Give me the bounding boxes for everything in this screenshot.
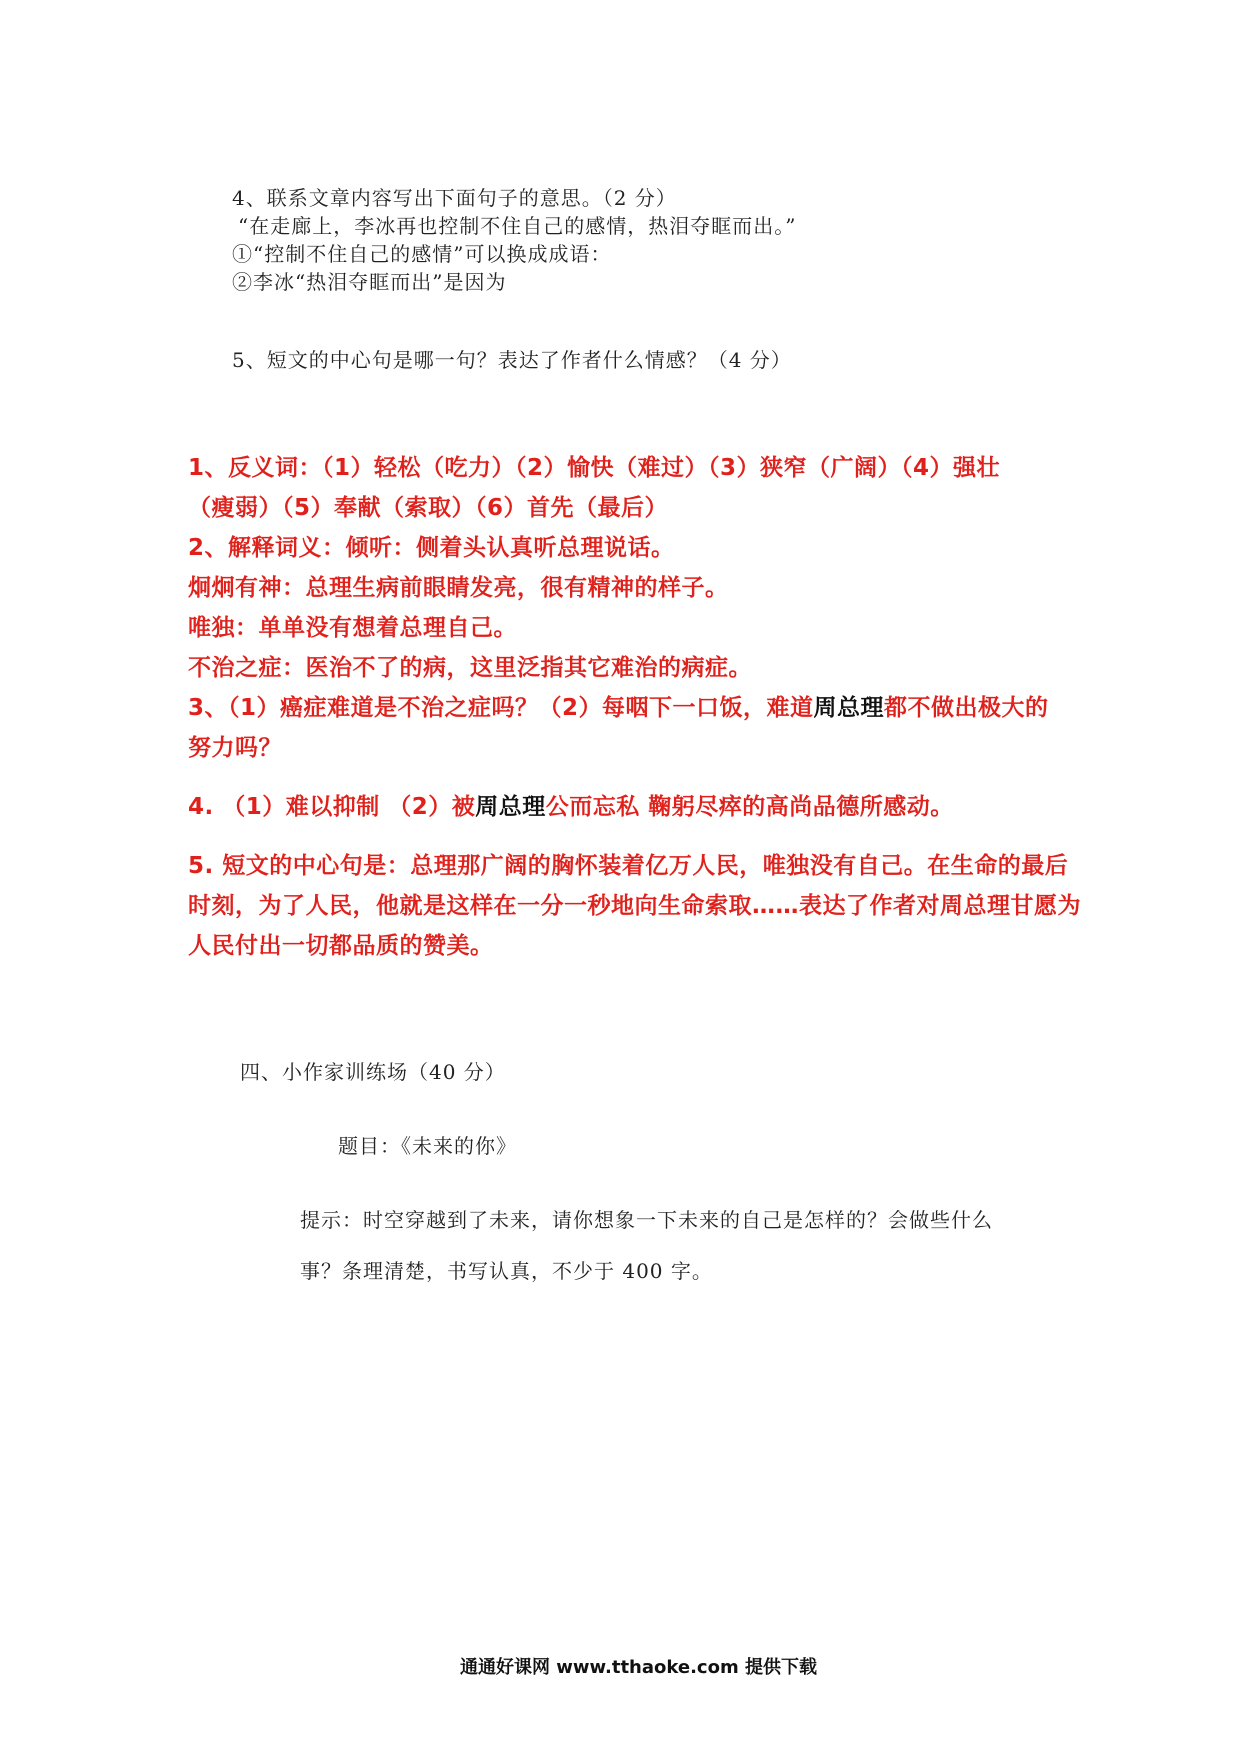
q5-title: 5、短文的中心句是哪一句？表达了作者什么情感？（4 分） (232, 348, 792, 372)
answer-2-line3: 唯独：单单没有想着总理自己。 (188, 615, 517, 641)
writing-hint-line2: 事？条理清楚，书写认真，不少于 400 字。 (300, 1259, 713, 1283)
answer-3-name: 周总理 (813, 695, 885, 721)
q4-quote: “在走廊上，李冰再也控制不住自己的感情，热泪夺眶而出。” (238, 214, 797, 238)
answer-5-line1: 5. 短文的中心句是：总理那广阔的胸怀装着亿万人民，唯独没有自己。在生命的最后 (188, 853, 1069, 879)
section-title: 四、小作家训练场（40 分） (240, 1060, 506, 1084)
answer-1-line1: 1、反义词：（1）轻松（吃力）（2）愉快（难过）（3）狭窄（广阔）（4）强壮 (188, 455, 1001, 481)
answer-5-line2: 时刻，为了人民，他就是这样在一分一秒地向生命索取……表达了作者对周总理甘愿为 (188, 893, 1081, 919)
answer-2-line4: 不治之症：医治不了的病，这里泛指其它难治的病症。 (188, 655, 752, 681)
answer-3-line2: 努力吗？ (188, 735, 282, 761)
answer-3-text-b: 都不做出极大的 (884, 695, 1049, 721)
answer-3-text-a: 3、（1）癌症难道是不治之症吗？（2）每咽下一口饭，难道 (188, 695, 814, 721)
q4-sub1: ①“控制不住自己的感情”可以换成成语： (232, 242, 612, 266)
answer-5-line3: 人民付出一切都品质的赞美。 (188, 933, 494, 959)
q4-title: 4、联系文章内容写出下面句子的意思。（2 分） (232, 186, 677, 210)
answer-1-line2: （瘦弱）（5）奉献（索取）（6）首先（最后） (188, 495, 669, 521)
writing-hint-line1: 提示：时空穿越到了未来，请你想象一下未来的自己是怎样的？会做些什么 (300, 1208, 993, 1232)
answer-2-line1: 2、解释词义：倾听：侧着头认真听总理说话。 (188, 535, 675, 561)
answer-4-text-b: 公而忘私 鞠躬尽瘁的高尚品德所感动。 (545, 794, 954, 820)
answer-2-line2: 炯炯有神：总理生病前眼睛发亮，很有精神的样子。 (188, 575, 729, 601)
answer-4-name: 周总理 (475, 794, 546, 820)
answer-4-text-a: 4. （1）难以抑制 （2）被 (188, 794, 476, 820)
writing-topic: 题目：《未来的你》 (338, 1134, 517, 1158)
answer-3-line1 (188, 689, 1049, 722)
q4-sub2: ②李冰“热泪夺眶而出”是因为 (232, 270, 507, 294)
footer-download-text: 通通好课网 www.tthaoke.com 提供下载 (460, 1657, 817, 1678)
answer-4 (188, 788, 954, 821)
